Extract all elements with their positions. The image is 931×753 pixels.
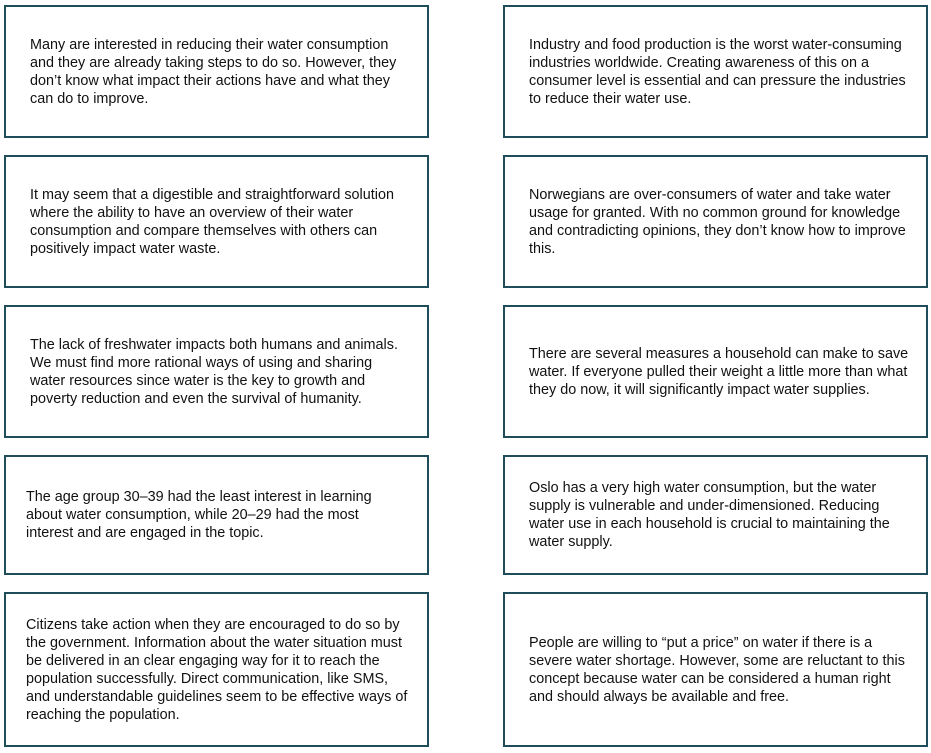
- insight-card-left-4: [4, 455, 429, 575]
- insight-text: The age group 30–39 had the least interest in learning about water consumption, while 20–29 had the most interest and are engaged in the topic.: [26, 489, 372, 541]
- insight-card-right-1: [503, 5, 928, 138]
- insight-text: There are several measures a household can make to save water. If everyone pulled their weight a little more than what they do now, it will significantly impact water supplies.: [529, 345, 909, 398]
- insight-text: Industry and food production is the worst water-consuming industries worldwide. Creating awareness of this on a consumer level is essential and can pressure the industries to reduce their water use.: [529, 36, 906, 107]
- insight-card-left-1: [4, 5, 429, 138]
- insight-card-right-4: [503, 455, 928, 575]
- insight-card-left-2: [4, 155, 429, 288]
- insight-card-right-5: [503, 592, 928, 747]
- insight-text: Norwegians are over-consumers of water and take water usage for granted. With no common ground for knowledge and contradicting opinions, they don’t know how to improve this.: [529, 186, 906, 257]
- insight-card-right-2: [503, 155, 928, 288]
- insight-text: It may seem that a digestible and straightforward solution where the ability to have an overview of their water consumption and compare themselves with others can positively impact water waste.: [30, 186, 394, 257]
- insight-card-right-3: [503, 305, 928, 438]
- insight-text: People are willing to “put a price” on water if there is a severe water shortage. However, some are reluctant to this concept because water can be considered a human right and should always be available and free.: [529, 634, 905, 705]
- insight-text: Oslo has a very high water consumption, but the water supply is vulnerable and under-dimensioned. Reducing water use in each household is crucial to maintaining the water supply.: [529, 480, 890, 550]
- insight-text: Citizens take action when they are encouraged to do so by the government. Information about the water situation must be delivered in an clear engaging way for it to reach the population successfully. Direct communication, like SMS, and understandable guidelines seem to be effective ways of reaching the population.: [26, 616, 408, 723]
- insight-card-left-3: [4, 305, 429, 438]
- insight-text: The lack of freshwater impacts both humans and animals. We must find more rational ways of using and sharing water resources since water is the key to growth and poverty reduction and even the survival of humanity.: [30, 336, 398, 407]
- insight-card-left-5: [4, 592, 429, 747]
- insight-text: Many are interested in reducing their water consumption and they are already taking steps to do so. However, they don’t know what impact their actions have and what they can do to improve.: [30, 36, 397, 107]
